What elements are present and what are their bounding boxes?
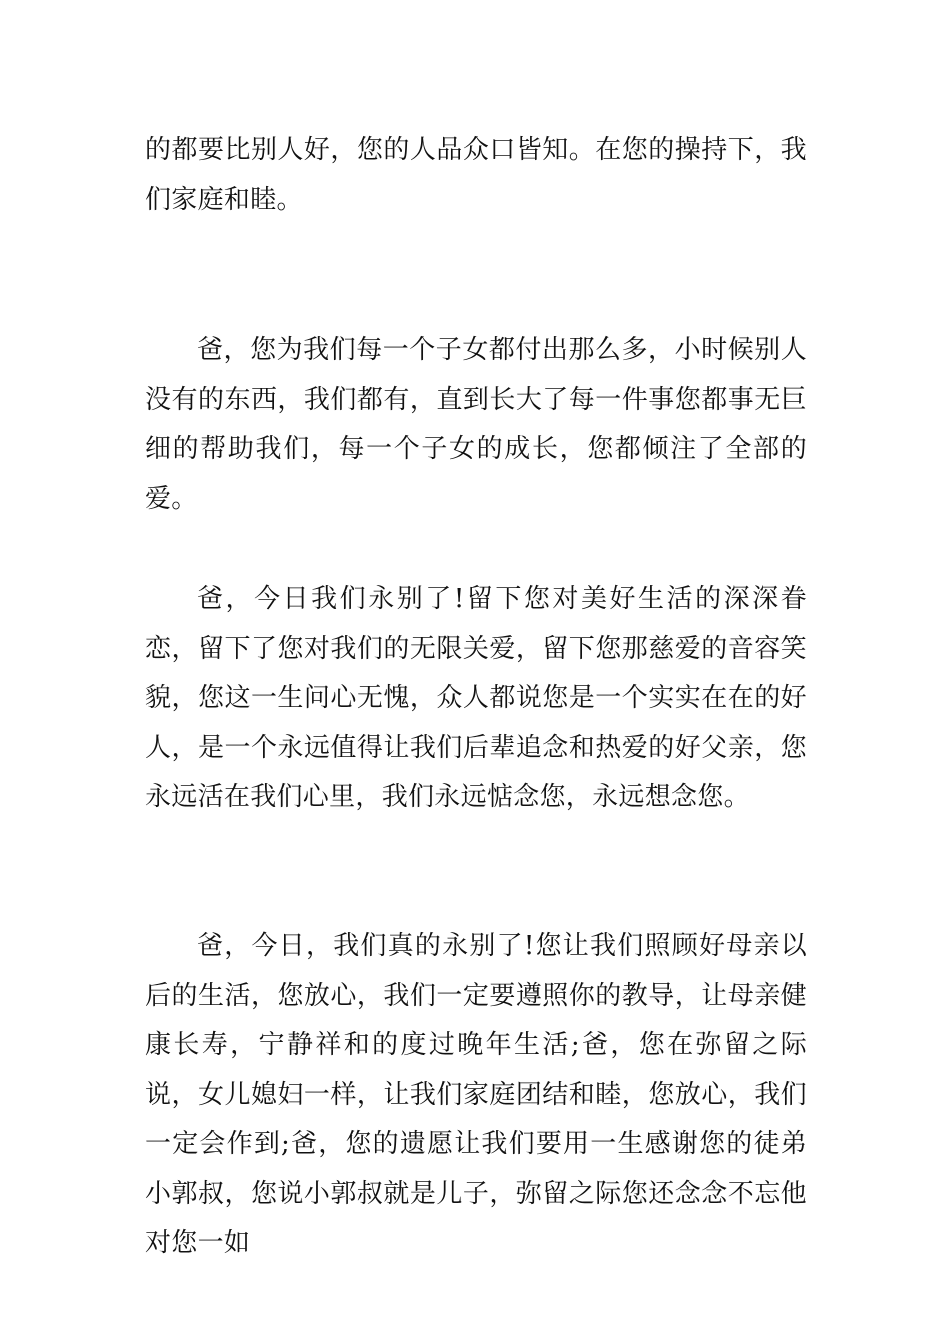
paragraph-continued: 的都要比别人好，您的人品众口皆知。在您的操持下，我们家庭和睦。 [145, 135, 807, 215]
paragraph: 爸，今日，我们真的永别了!您让我们照顾好母亲以后的生活，您放心，我们一定要遵照你的教导，让母亲健康长寿，宁静祥和的度过晚年生活;爸，您在弥留之际说，女儿媳妇一样，让我们家庭团结和睦，您放心，我们一定会作到;爸，您的遗愿让我们要用一生感谢您的徒弟小郭叔，您说小郭叔就是儿子，弥留之际您还念念不忘他对您一如 [145, 931, 807, 1258]
paragraph: 爸，今日我们永别了!留下您对美好生活的深深眷恋，留下了您对我们的无限关爱，留下您那慈爱的音容笑貌，您这一生问心无愧，众人都说您是一个实实在在的好人，是一个永远值得让我们后辈追念和热爱的好父亲，您永远活在我们心里，我们永远惦念您，永远想念您。 [145, 584, 807, 812]
paragraph: 爸，您为我们每一个子女都付出那么多，小时候别人没有的东西，我们都有，直到长大了每一件事您都事无巨细的帮助我们，每一个子女的成长，您都倾注了全部的爱。 [145, 335, 807, 514]
